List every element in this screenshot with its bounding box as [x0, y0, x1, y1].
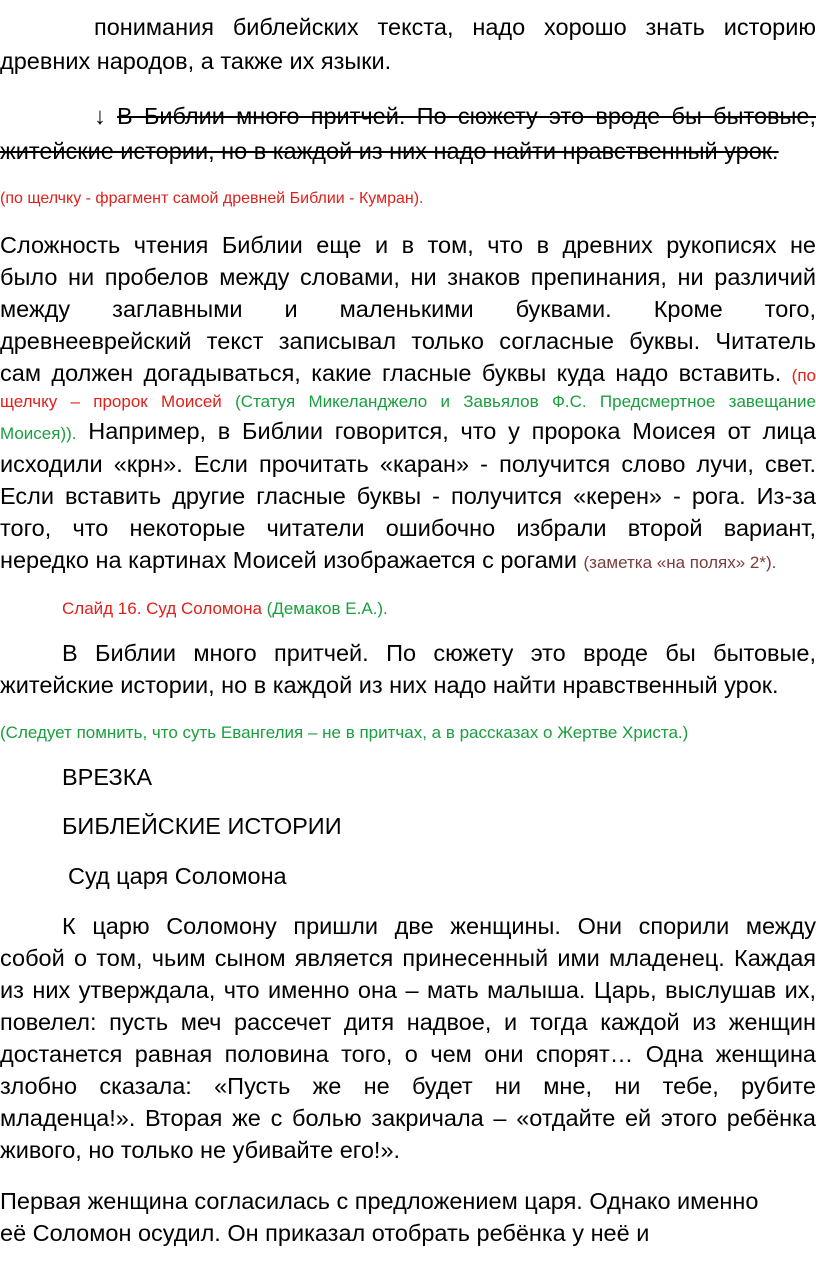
paragraph-5-line-1: К царю Соломону пришли две женщины. Они спорили между: [62, 913, 816, 939]
paragraph-5-line-3: из них утверждала, что именно она – мать малыша. Царь, выслушав их,: [0, 977, 816, 1003]
paragraph-5-line-7: младенца!». Вторая же с болью закричала – «отдайте ей этого ребёнка: [0, 1105, 816, 1131]
paragraph-3-line-7: [0, 416, 816, 449]
paragraph-5-line-6: злобно сказала: «Пусть же не будет ни мне, ни тебе, рубите: [0, 1073, 816, 1099]
paragraph-2-line-2: житейские истории, но в каждой из них надо найти нравственный урок.: [0, 138, 779, 164]
paragraph-1-line-1: понимания библейских текста, надо хорошо знать историю: [94, 14, 816, 40]
paragraph-3-line-8: исходили «крн». Если прочитать «каран» - получится слово лучи, свет.: [0, 451, 816, 477]
note-moses-green: (Статуя Микеланджело и Завьялов Ф.С. Предсмертное завещание: [235, 392, 816, 411]
paragraph-5-line-4: повелел: пусть меч рассечет дитя надвое, и тогда каждой из женщин: [0, 1009, 816, 1035]
arrow-down-icon: ↓: [94, 103, 106, 129]
note-margin: (заметка «на полях» 2*).: [583, 553, 777, 572]
slide-label: [0, 594, 816, 624]
paragraph-3-line-2: было ни пробелов между словами, ни знаков препинания, ни различий: [0, 264, 816, 290]
slide-label-green: (Демаков Е.А.).: [266, 599, 388, 618]
note-gospel: (Следует помнить, что суть Евангелия – не в притчах, а в рассказах о Жертве Христа.): [0, 723, 689, 742]
paragraph-5-line-5: достанется равная половина того, о чем они спорят… Одна женщина: [0, 1041, 816, 1067]
slide-label-red: Слайд 16. Суд Соломона: [62, 599, 262, 618]
paragraph-3-line-4: древнееврейский текст записывал только согласные буквы. Читатель: [0, 328, 816, 354]
note-moses-start: (по: [791, 366, 816, 385]
paragraph-6-line-2: её Соломон осудил. Он приказал отобрать ребёнка у неё и: [0, 1220, 650, 1246]
paragraph-2-line-1: [0, 101, 816, 131]
paragraph-5-line-2: собой о том, чьим сыном является принесенный ими младенец. Каждая: [0, 945, 816, 971]
paragraph-3-line-11: [0, 545, 816, 578]
paragraph-3-line-9: Если вставить другие гласные буквы - получится «керен» - рога. Из-за: [0, 483, 816, 509]
paragraph-3-line-5: [0, 358, 816, 391]
paragraph-3-line-10: того, что некоторые читатели ошибочно избрали второй вариант,: [0, 515, 816, 541]
heading-biblical-stories: БИБЛЕЙСКИЕ ИСТОРИИ: [62, 813, 342, 839]
note-moses-end: Моисея)).: [0, 424, 77, 443]
paragraph-3-line-7-text: Например, в Библии говорится, что у пророка Моисея от лица: [88, 418, 816, 444]
note-kumran: (по щелчку - фрагмент самой древней Библии - Кумран).: [0, 190, 424, 207]
strikethrough-text: В Библии много притчей. По сюжету это вроде бы бытовые,: [117, 103, 816, 129]
paragraph-3-line-3: между заглавными и маленькими буквами. Кроме того,: [0, 296, 816, 322]
paragraph-5-line-8: живого, но только не убивайте его!».: [0, 1137, 401, 1163]
paragraph-3-line-5-text: сам должен догадываться, какие гласные буквы куда надо вставить.: [0, 360, 782, 386]
paragraph-3-line-1: Сложность чтения Библии еще и в том, что в древних рукописях не: [0, 232, 816, 258]
paragraph-6-line-1: Первая женщина согласилась с предложением царя. Однако именно: [0, 1188, 759, 1214]
paragraph-3-line-6: [0, 388, 816, 416]
paragraph-1-line-2: древних народов, а также их языки.: [0, 48, 392, 74]
paragraph-4-line-2: житейские истории, но в каждой из них надо найти нравственный урок.: [0, 672, 779, 698]
paragraph-3-line-11-text: нередко на картинах Моисей изображается с рогами: [0, 547, 577, 573]
heading-vrezka: ВРЕЗКА: [62, 764, 153, 790]
paragraph-4-line-1: В Библии много притчей. По сюжету это вроде бы бытовые,: [62, 640, 816, 666]
heading-solomon-judgement: Суд царя Соломона: [68, 863, 287, 889]
note-moses-red: щелчку – пророк Моисей: [0, 392, 222, 411]
